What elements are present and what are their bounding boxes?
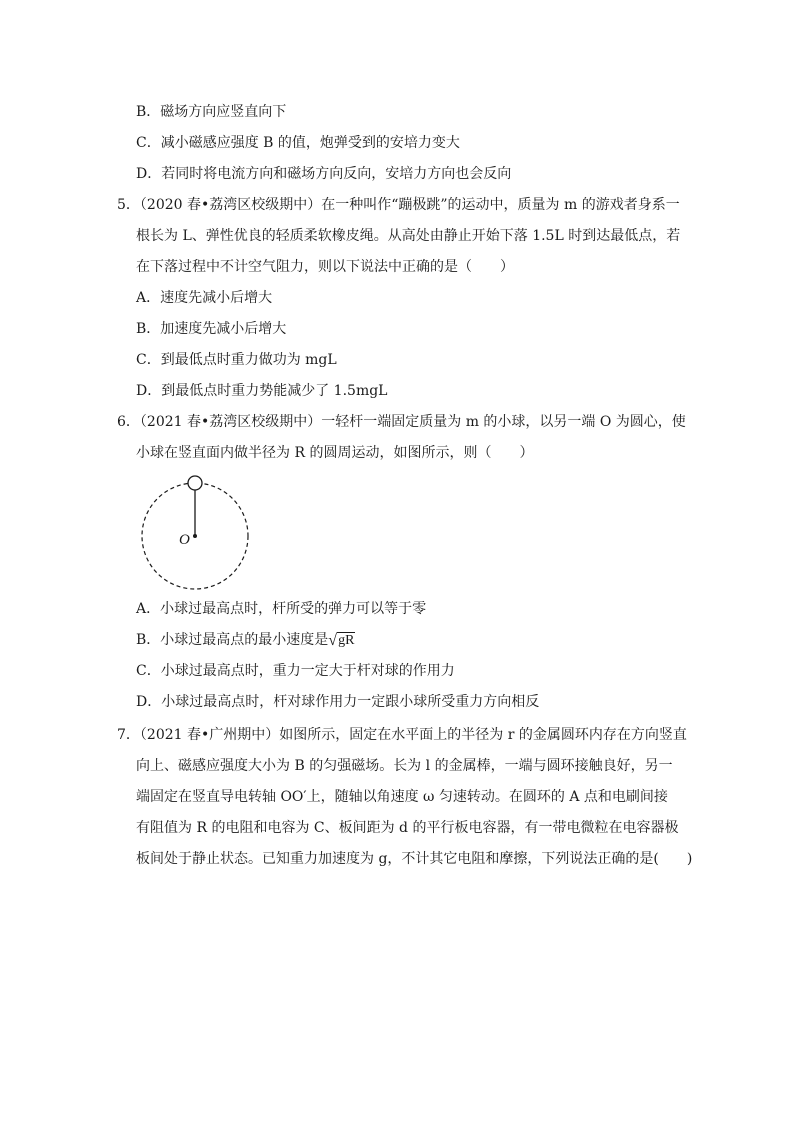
q4-option-d: D．若同时将电流方向和磁场方向反向，安培力方向也会反向 bbox=[136, 166, 512, 182]
q5-stem-line-3: 在下落过程中不计空气阻力，则以下说法中正确的是（ ） bbox=[136, 259, 514, 275]
q6-option-d: D．小球过最高点时，杆对球作用力一定跟小球所受重力方向相反 bbox=[136, 694, 540, 710]
q6-stem-line-1: 6．（2021 春•荔湾区校级期中）一轻杆一端固定质量为 m 的小球，以另一端 O 为圆心，使 bbox=[117, 414, 686, 430]
q6-option-c: C．小球过最高点时，重力一定大于杆对球的作用力 bbox=[136, 663, 455, 679]
q5-option-b: B．加速度先减小后增大 bbox=[136, 321, 287, 337]
q4-option-b: B．磁场方向应竖直向下 bbox=[136, 104, 287, 120]
q7-stem-line-3: 端固定在竖直导电转轴 OO′上，随轴以角速度 ω 匀速转动。在圆环的 A 点和电刷间接 bbox=[136, 789, 668, 805]
q5-stem-line-2: 根长为 L、弹性优良的轻质柔软橡皮绳。从高处由静止开始下落 1.5L 时到达最低点，若 bbox=[136, 228, 681, 244]
q5-option-a: A．速度先减小后增大 bbox=[136, 290, 273, 306]
pivot-point bbox=[193, 534, 197, 538]
sqrt-expression bbox=[328, 632, 355, 650]
q6-option-b bbox=[136, 631, 355, 650]
q7-stem-line-4: 有阻值为 R 的电阻和电容为 C、板间距为 d 的平行板电容器，有一带电微粒在电容器极 bbox=[136, 820, 679, 836]
q5-option-c: C．到最低点时重力做功为 mgL bbox=[136, 352, 337, 368]
sqrt-radicand: gR bbox=[338, 633, 355, 648]
q6-option-a: A．小球过最高点时，杆所受的弹力可以等于零 bbox=[136, 601, 427, 617]
ball bbox=[188, 476, 202, 490]
q7-stem-line-2: 向上、磁感应强度大小为 B 的匀强磁场。长为 l 的金属棒，一端与圆环接触良好，另一 bbox=[136, 758, 673, 774]
q4-option-c: C．减小磁感应强度 B 的值，炮弹受到的安培力变大 bbox=[136, 135, 460, 151]
q7-stem-line-5: 板间处于静止状态。已知重力加速度为 g，不计其它电阻和摩擦，下列说法正确的是( ) bbox=[136, 851, 693, 867]
q6-stem-line-2: 小球在竖直面内做半径为 R 的圆周运动，如图所示，则（ ） bbox=[136, 445, 534, 461]
pivot-label-o: O bbox=[179, 532, 190, 548]
circular-motion-figure bbox=[138, 474, 254, 592]
q5-option-d: D．到最低点时重力势能减少了 1.5mgL bbox=[136, 383, 388, 399]
q5-stem-line-1: 5．（2020 春•荔湾区校级期中）在一种叫作“蹦极跳”的运动中，质量为 m 的游戏者身系一 bbox=[117, 197, 680, 213]
q6-option-b-text: B．小球过最高点的最小速度是 bbox=[136, 632, 329, 648]
radical-sign: √ bbox=[328, 632, 338, 649]
q7-stem-line-1: 7．（2021 春•广州期中）如图所示，固定在水平面上的半径为 r 的金属圆环内存在方向竖直 bbox=[117, 727, 687, 743]
